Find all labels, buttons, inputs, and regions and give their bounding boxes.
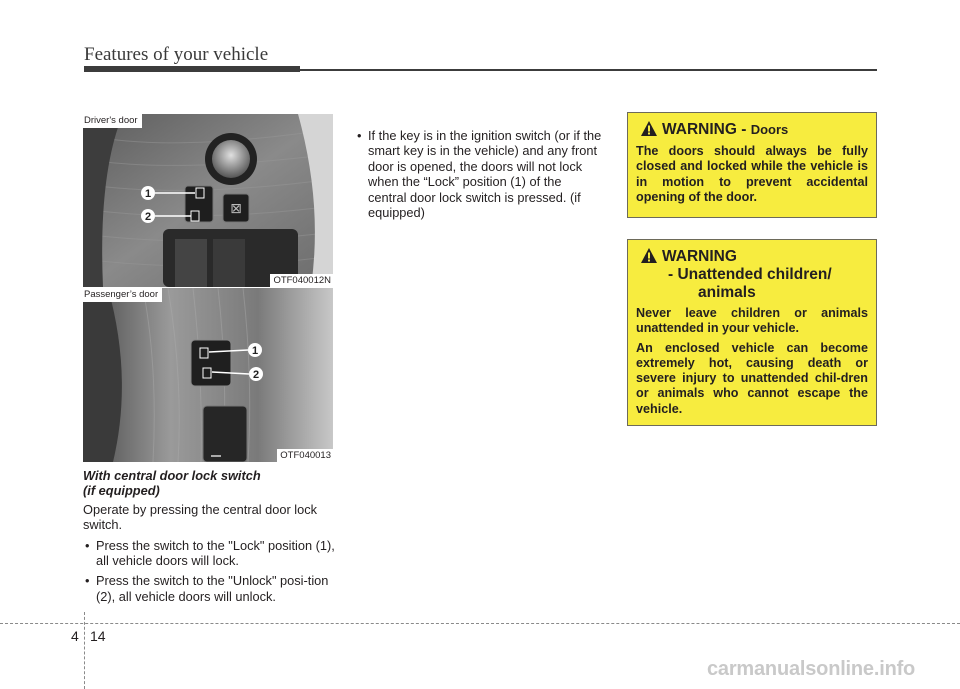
warning-box-doors [627,112,877,218]
bullet-text: Press the switch to the "Unlock" posi-tion (2), all vehicle doors will unlock. [96,573,329,604]
svg-text:⊠: ⊠ [230,201,242,217]
list-item [355,128,603,220]
warning-text: An enclosed vehicle can become extremely hot, causing death or severe injury to unattended chil-dren or animals who cannot escape the vehicle. [636,340,868,416]
warning-heading: WARNING [662,248,737,265]
figure-code-bottom: OTF040013 [277,449,333,462]
header-rule [300,69,877,71]
warning-box-children [627,239,877,426]
passengers-door-photo [83,288,333,462]
central-lock-section [83,468,335,604]
bullet-text: If the key is in the ignition switch (or if the smart key is in the vehicle) and any front door is opened, the doors will not lock when the “Lock” position (1) of the central door lock switch is pressed. (if equipped) [368,128,602,221]
warning-title [636,121,868,139]
header-bar [84,66,300,72]
warning-triangle-icon [641,121,657,136]
bullet-icon: • [85,573,90,589]
warning-title [636,248,868,302]
passengers-door-illustration [83,288,333,462]
callout-1: 1 [251,345,259,357]
figure-code-top: OTF040012N [270,274,333,287]
callout-1: 1 [144,188,152,200]
drivers-door-label: Driver's door [83,114,142,128]
section-subheading [83,468,335,499]
callout-2: 2 [144,211,152,223]
warning-heading: WARNING - [662,121,751,138]
callout-2: 2 [252,369,260,381]
footer-divider [84,612,85,689]
warning-subject: Doors [750,122,789,137]
subheading-line2: (if equipped) [83,483,160,499]
warning-subject-line1: - Unattended children/ [668,266,832,283]
warning-subject-line2: animals [698,284,756,301]
warning-text: Never leave children or animals unattended in your vehicle. [636,306,868,336]
warning-text: The doors should always be fully closed and locked while the vehicle is in motion to prevent accidental opening of the door. [636,144,868,204]
drivers-door-illustration [83,114,333,287]
warning-triangle-icon [641,248,657,263]
bullet-icon: • [357,128,362,143]
header-title: Features of your vehicle [84,44,269,65]
passengers-door-label: Passenger’s door [83,288,162,302]
list-item [83,573,335,604]
page-number: 14 [90,628,106,644]
footer-rule [0,623,960,624]
bullet-text: Press the switch to the "Lock" position (1), all vehicle doors will lock. [96,537,335,569]
bullet-icon: • [85,537,90,553]
section-intro: Operate by pressing the central door lock switch. [83,501,318,533]
key-ignition-note [355,128,603,233]
subheading-line1: With central door lock switch [83,468,261,483]
watermark: carmanualsonline.info [707,658,916,680]
drivers-door-photo [83,114,333,287]
section-number: 4 [71,628,79,644]
list-item [83,538,335,569]
